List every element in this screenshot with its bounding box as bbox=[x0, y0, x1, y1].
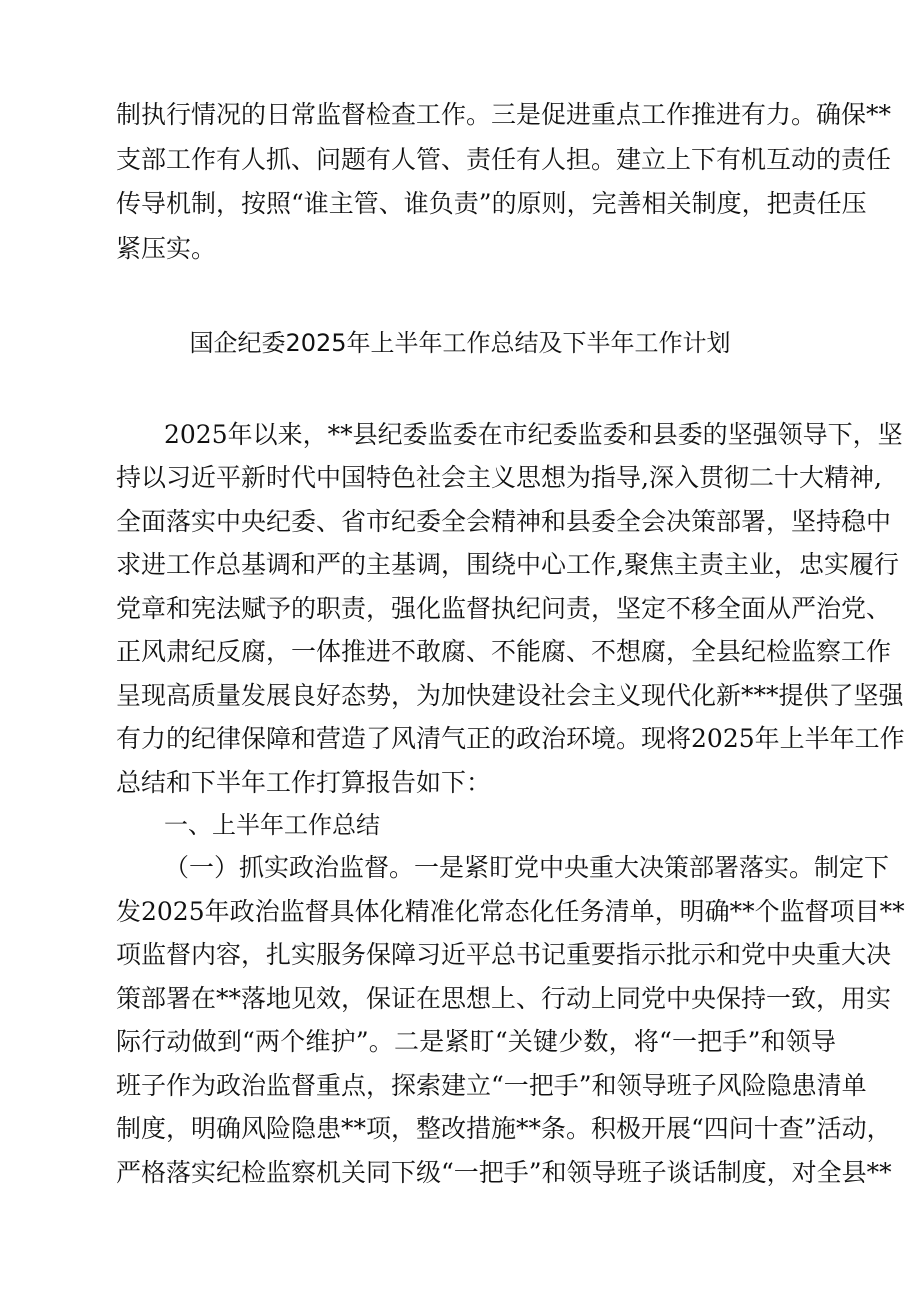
body-text-line: 紧压实。 bbox=[116, 234, 217, 263]
body-text-line: 班子作为政治监督重点，探索建立“一把手”和领导班子风险隐患清单 bbox=[116, 1071, 867, 1100]
body-text-line: 际行动做到“两个维护”。二是紧盯“关键少数，将“一把手”和领导 bbox=[116, 1027, 836, 1056]
body-text-line: 2025年以来，**县纪委监委在市纪委监委和县委的坚强领导下，坚 bbox=[164, 420, 903, 449]
body-text-line: （一）抓实政治监督。一是紧盯党中央重大决策部署落实。制定下 bbox=[164, 853, 890, 882]
body-text-line: 策部署在**落地见效，保证在思想上、行动上同党中央保持一致，用实 bbox=[116, 984, 892, 1013]
body-text-line: 总结和下半年工作打算报告如下： bbox=[116, 768, 492, 797]
body-text-line: 传导机制，按照“谁主管、谁负责”的原则，完善相关制度，把责任压 bbox=[116, 189, 867, 218]
body-text-line: 支部工作有人抓、问题有人管、责任有人担。建立上下有机互动的责任 bbox=[116, 145, 892, 174]
body-text-line: 持以习近平新时代中国特色社会主义思想为指导,深入贯彻二十大精神, bbox=[116, 463, 882, 492]
body-text-line: 党章和宪法赋予的职责，强化监督执纪问责，坚定不移全面从严治党、 bbox=[116, 594, 892, 623]
document-title: 国企纪委2025年上半年工作总结及下半年工作计划 bbox=[189, 329, 731, 357]
body-text-line: 求进工作总基调和严的主基调，围绕中心工作,聚焦主责主业，忠实履行 bbox=[116, 550, 899, 579]
body-text-line: 呈现高质量发展良好态势，为加快建设社会主义现代化新***提供了坚强 bbox=[116, 681, 904, 710]
body-text-line: 全面落实中央纪委、省市纪委全会精神和县委全会决策部署，坚持稳中 bbox=[116, 507, 892, 536]
body-text-line: 有力的纪律保障和营造了风清气正的政治环境。现将2025年上半年工作 bbox=[116, 724, 905, 753]
body-text-line: 制度，明确风险隐患**项，整改措施**条。积极开展“四问十查”活动， bbox=[116, 1114, 892, 1143]
body-text-line: 项监督内容，扎实服务保障习近平总书记重要指示批示和党中央重大决 bbox=[116, 940, 892, 969]
body-text-line: 严格落实纪检监察机关同下级“一把手”和领导班子谈话制度，对全县** bbox=[116, 1158, 892, 1187]
section-heading: 一、上半年工作总结 bbox=[164, 811, 380, 839]
body-text-line: 制执行情况的日常监督检查工作。三是促进重点工作推进有力。确保** bbox=[116, 100, 892, 129]
body-text-line: 正风肃纪反腐，一体推进不敢腐、不能腐、不想腐，全县纪检监察工作 bbox=[116, 637, 892, 666]
body-text-line: 发2025年政治监督具体化精准化常态化任务清单，明确**个监督项目** bbox=[116, 897, 905, 926]
